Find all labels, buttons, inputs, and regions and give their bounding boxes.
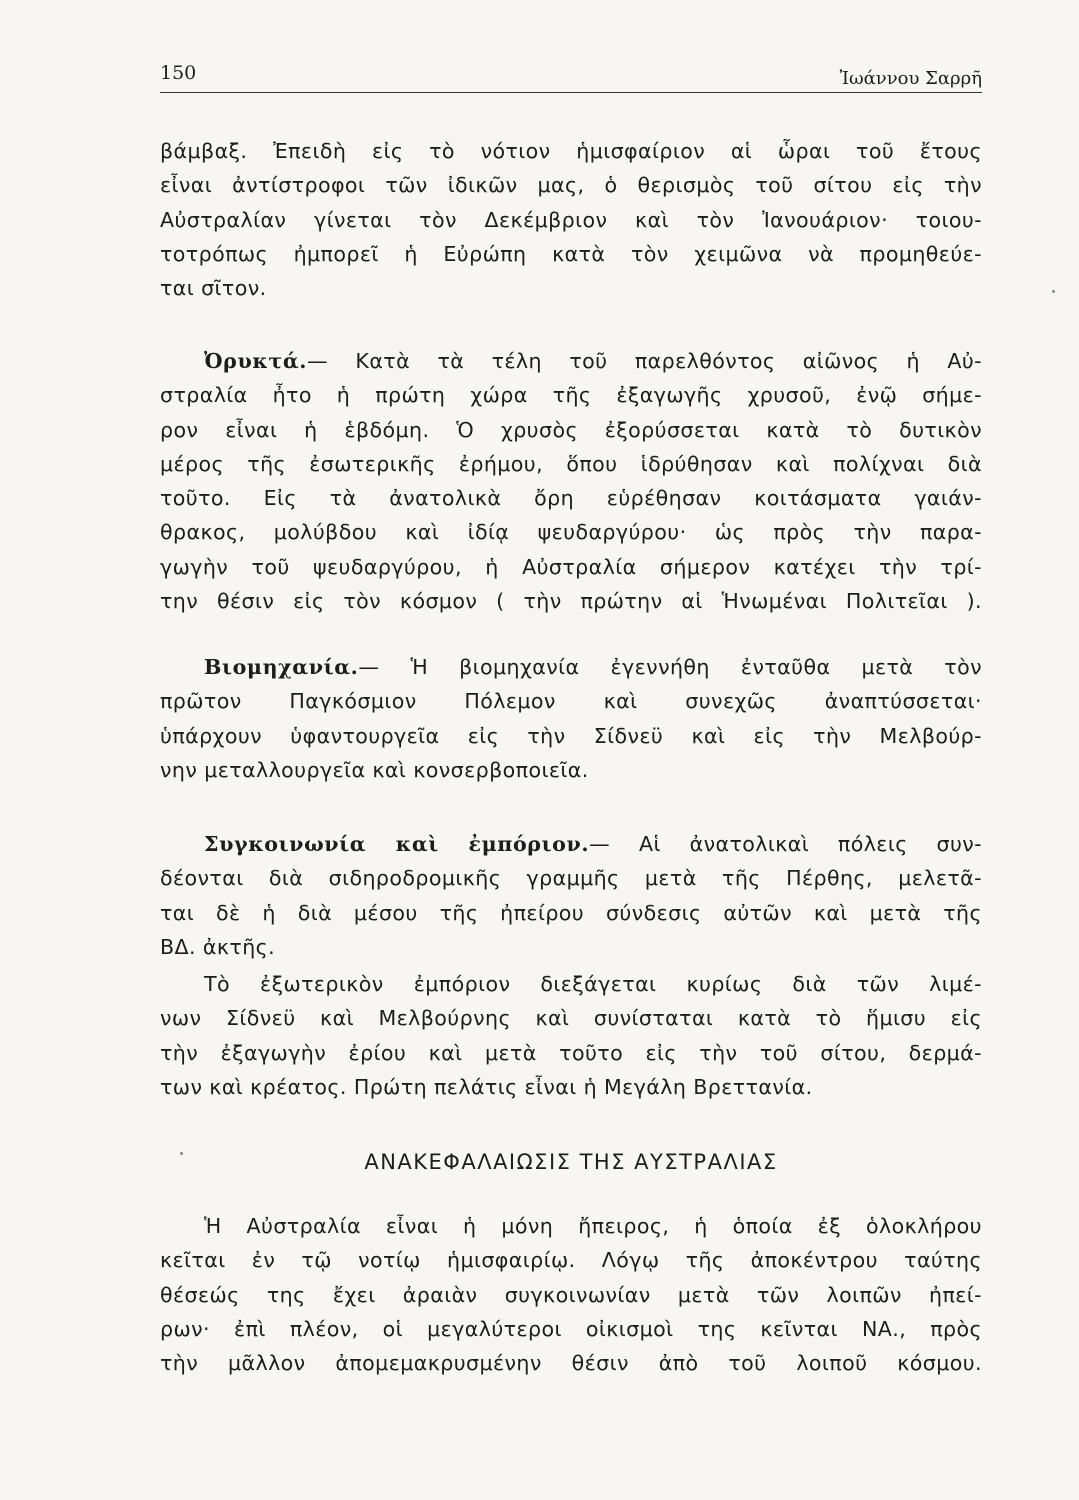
text-line: Τὸ ἐξωτερικὸν ἐμπόριον διεξάγεται κυρίως διὰ τῶν λιμέ-: [204, 972, 982, 996]
text-line: θέσεώς της ἔχει ἀραιὰν συγκοινωνίαν μετὰ τῶν λοιπῶν ἠπεί-: [160, 1282, 982, 1307]
text-line: [160, 827, 982, 861]
scan-speck: [1052, 290, 1055, 293]
text-line: ται σῖτον.: [160, 276, 267, 301]
text-line: βάμβαξ. Ἐπειδὴ εἰς τὸ νότιον ἡμισφαίριον αἱ ὧραι τοῦ ἔτους: [160, 139, 982, 163]
text-line: νων Σίδνεϋ καὶ Μελβούρνης καὶ συνίσταται κατὰ τὸ ἥμισυ εἰς: [160, 1006, 982, 1031]
text-line: Ἡ Αὐστραλία εἶναι ἡ μόνη ἤπειρος, ἡ ὁποία ἐξ ὁλοκλήρου: [204, 1214, 982, 1238]
paragraph-communication: [160, 827, 982, 964]
text-line: στραλία ἦτο ἡ πρώτη χώρα τῆς ἐξαγωγῆς χρυσοῦ, ἐνῷ σήμε-: [160, 383, 982, 408]
header-rule: [160, 92, 982, 93]
text-line-rest: — Αἱ ἀνατολικαὶ πόλεις συν-: [589, 832, 982, 856]
text-line: ρον εἶναι ἡ ἑβδόμη. Ὁ χρυσὸς ἐξορύσσεται κατὰ τὸ δυτικὸν: [160, 417, 982, 442]
text-line: ρων· ἐπὶ πλέον, οἱ μεγαλύτεροι οἰκισμοὶ της κεῖνται ΝΑ., πρὸς: [160, 1316, 982, 1341]
text-line: πρῶτον Παγκόσμιον Πόλεμον καὶ συνεχῶς ἀναπτύσσεται·: [160, 689, 982, 714]
text-line: γωγὴν τοῦ ψευδαργύρου, ἡ Αὐστραλία σήμερον κατέχει τὴν τρί-: [160, 554, 982, 579]
text-line: τοτρόπως ἠμπορεῖ ἡ Εὐρώπη κατὰ τὸν χειμῶνα νὰ προμηθεύε-: [160, 241, 982, 266]
paragraph-wheat: [160, 134, 982, 305]
text-line-rest: — Ἡ βιομηχανία ἐγεννήθη ἐνταῦθα μετὰ τὸν: [358, 655, 982, 679]
text-line: θρακος, μολύβδου καὶ ἰδίᾳ ψευδαργύρου· ὡς πρὸς τὴν παρα-: [160, 520, 982, 545]
text-line: ὑπάρχουν ὑφαντουργεῖα εἰς τὴν Σίδνεϋ καὶ εἰς τὴν Μελβούρ-: [160, 723, 982, 748]
text-line: κεῖται ἐν τῷ νοτίῳ ἡμισφαιρίῳ. Λόγῳ τῆς ἀποκέντρου ταύτης: [160, 1248, 982, 1273]
text-line: μέρος τῆς ἐσωτερικῆς ἐρήμου, ὅπου ἱδρύθησαν καὶ πολίχναι διὰ: [160, 451, 982, 476]
text-line: Αὐστραλίαν γίνεται τὸν Δεκέμβριον καὶ τὸν Ἰανουάριον· τοιου-: [160, 207, 982, 232]
running-head: Ἰωάννου Σαρρῆ: [839, 68, 982, 89]
paragraph-summary: [160, 1209, 982, 1380]
section-title: ΑΝΑΚΕΦΑΛΑΙΩΣΙΣ ΤΗΣ ΑΥΣΤΡΑΛΙΑΣ: [364, 1150, 778, 1174]
paragraph-heading: Συγκοινωνία καὶ ἐμπόριον.: [204, 832, 590, 856]
scan-speck: [180, 1152, 183, 1155]
text-line: την θέσιν εἰς τὸν κόσμον ( τὴν πρώτην αἱ Ἡνωμέναι Πολιτεῖαι ).: [160, 589, 982, 614]
text-line: τὴν ἐξαγωγὴν ἐρίου καὶ μετὰ τοῦτο εἰς τὴν τοῦ σίτου, δερμά-: [160, 1040, 982, 1065]
text-line: [160, 650, 982, 684]
text-line: ται δὲ ἡ διὰ μέσου τῆς ἠπείρου σύνδεσις αὐτῶν καὶ μετὰ τῆς: [160, 900, 982, 925]
text-line: δέονται διὰ σιδηροδρομικῆς γραμμῆς μετὰ τῆς Πέρθης, μελετᾶ-: [160, 866, 982, 891]
paragraph-heading: Ὀρυκτά.: [204, 349, 308, 373]
text-line: νην μεταλλουργεῖα καὶ κονσερβοποιεῖα.: [160, 757, 589, 782]
text-line: [160, 344, 982, 378]
text-line-rest: — Κατὰ τὰ τέλη τοῦ παρελθόντος αἰῶνος ἡ Αὐ-: [307, 349, 982, 373]
paragraph-minerals: [160, 344, 982, 618]
page-number: 150: [160, 62, 197, 84]
paragraph-heading: Βιομηχανία.: [204, 655, 359, 679]
paragraph-trade: [160, 967, 982, 1104]
page-header: [160, 58, 982, 94]
text-line: των καὶ κρέατος. Πρώτη πελάτις εἶναι ἡ Μεγάλη Βρεττανία.: [160, 1074, 813, 1099]
text-line: ΒΔ. ἀκτῆς.: [160, 934, 276, 959]
paragraph-industry: [160, 650, 982, 787]
text-line: τὴν μᾶλλον ἀπομεμακρυσμένην θέσιν ἀπὸ τοῦ λοιποῦ κόσμου.: [160, 1351, 982, 1376]
text-line: τοῦτο. Εἰς τὰ ἀνατολικὰ ὄρη εὑρέθησαν κοιτάσματα γαιάν-: [160, 486, 982, 511]
text-line: εἶναι ἀντίστροφοι τῶν ἰδικῶν μας, ὁ θερισμὸς τοῦ σίτου εἰς τὴν: [160, 173, 982, 198]
